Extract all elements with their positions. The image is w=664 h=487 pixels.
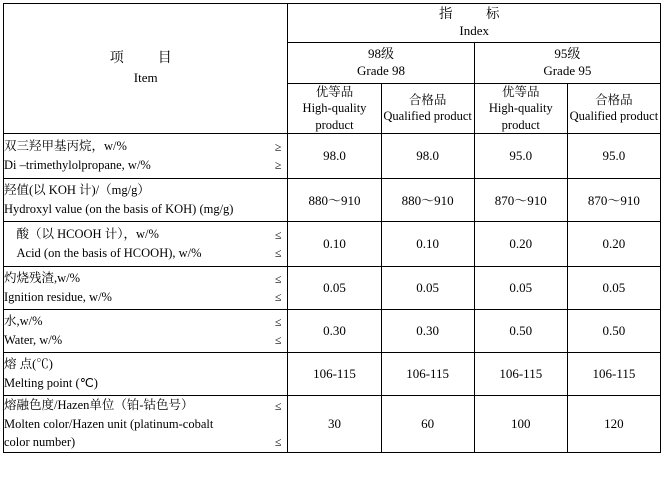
operator-symbol: ≤ <box>274 289 282 304</box>
table-row <box>4 309 661 352</box>
header-cell-index <box>288 4 661 43</box>
row-label-cell <box>4 178 288 221</box>
quality-4-en: Qualified product <box>569 109 659 124</box>
row-operators <box>275 396 282 452</box>
row-label-cell <box>4 309 288 352</box>
operator-symbol: ≤ <box>274 314 282 329</box>
operator-symbol: ≤ <box>274 434 282 449</box>
header-index-en: Index <box>459 23 490 39</box>
row-value: 98.0 <box>288 133 381 178</box>
row-value: 0.05 <box>288 266 381 309</box>
row-label-cell <box>4 352 288 395</box>
grade-95-cn: 95级 <box>554 46 581 62</box>
table-row <box>4 395 661 452</box>
row-value: 106-115 <box>288 352 381 395</box>
row-label-cn: 羟值(以 KOH 计)/（mg/g） <box>4 183 150 197</box>
row-label-cn: 熔 点(℃) <box>4 357 53 371</box>
header-item-cn: 项 目 <box>109 51 182 67</box>
specification-table <box>3 3 661 453</box>
header-cell-quality-3 <box>474 84 567 134</box>
table-row <box>4 266 661 309</box>
quality-3-cn: 优等品 <box>502 85 540 99</box>
row-value: 870～910 <box>474 178 567 221</box>
header-cell-quality-4 <box>567 84 660 134</box>
row-value: 95.0 <box>567 133 660 178</box>
spec-table-page <box>0 3 664 487</box>
row-label-en: Ignition residue, w/% <box>4 289 112 304</box>
row-label-en: Melting point (℃) <box>4 375 98 390</box>
row-value: 0.20 <box>474 221 567 266</box>
header-item-en: Item <box>133 70 158 86</box>
row-value: 870～910 <box>567 178 660 221</box>
row-label-cn: 水,w/% <box>4 314 43 328</box>
row-value: 100 <box>474 395 567 452</box>
row-label-en: Hydroxyl value (on the basis of KOH) (mg/g) <box>4 201 234 216</box>
row-label-cell <box>4 266 288 309</box>
operator-symbol: ≤ <box>274 271 282 286</box>
header-cell-quality-1 <box>288 84 381 134</box>
header-cell-grade-95 <box>474 43 660 84</box>
quality-1-cn: 优等品 <box>315 85 354 99</box>
row-label-en: Acid (on the basis of HCOOH), w/% <box>4 245 202 260</box>
table-row <box>4 352 661 395</box>
row-value: 0.05 <box>567 266 660 309</box>
row-label-en: Molten color/Hazen unit (platinum-cobalt <box>4 416 214 431</box>
header-row-index <box>4 4 661 43</box>
row-value: 60 <box>381 395 474 452</box>
quality-4-cn: 合格品 <box>595 93 633 108</box>
row-value: 0.50 <box>567 309 660 352</box>
row-label-cell <box>4 133 288 178</box>
row-label-en: Di –trimethylolpropane, w/% <box>4 157 151 172</box>
header-index-cn: 指 标 <box>438 6 510 22</box>
table-row <box>4 133 661 178</box>
row-value: 0.30 <box>288 309 381 352</box>
row-value: 120 <box>567 395 660 452</box>
operator-symbol: ≤ <box>274 245 282 260</box>
operator-symbol: ≥ <box>274 157 282 172</box>
table-row <box>4 178 661 221</box>
table-row <box>4 221 661 266</box>
row-label-cn: 酸（以 HCOOH 计），w/% <box>4 227 159 241</box>
row-value: 0.30 <box>381 309 474 352</box>
row-label-cell <box>4 221 288 266</box>
row-value: 0.05 <box>381 266 474 309</box>
row-label-cn: 灼烧残渣,w/% <box>4 271 81 285</box>
row-value: 880～910 <box>288 178 381 221</box>
row-value: 106-115 <box>381 352 474 395</box>
quality-1-en: High-quality product <box>302 101 367 132</box>
row-label-cn: 熔融色度/Hazen单位（铂-钴色号） <box>4 397 194 412</box>
row-value: 880～910 <box>381 178 474 221</box>
row-value: 106-115 <box>567 352 660 395</box>
row-value: 0.05 <box>474 266 567 309</box>
row-operators <box>275 134 282 178</box>
quality-2-en: Qualified product <box>383 109 472 124</box>
grade-95-en: Grade 95 <box>543 63 592 78</box>
operator-symbol: ≤ <box>274 227 282 242</box>
header-cell-grade-98 <box>288 43 474 84</box>
header-cell-item <box>4 4 288 134</box>
quality-2-cn: 合格品 <box>408 93 447 108</box>
operator-symbol: ≤ <box>274 332 282 347</box>
row-value: 0.10 <box>381 221 474 266</box>
operator-symbol: ≥ <box>274 139 282 154</box>
grade-98-cn: 98级 <box>368 46 395 62</box>
grade-98-en: Grade 98 <box>357 63 406 78</box>
row-label-en: Water, w/% <box>4 332 63 347</box>
row-value: 106-115 <box>474 352 567 395</box>
row-operators <box>275 310 282 352</box>
operator-symbol: ≤ <box>274 398 282 413</box>
row-operators <box>275 222 282 266</box>
row-label-cn: 双三羟甲基丙烷，w/% <box>4 139 127 153</box>
row-value: 0.20 <box>567 221 660 266</box>
row-label-cell <box>4 395 288 452</box>
row-operators <box>275 267 282 309</box>
row-value: 98.0 <box>381 133 474 178</box>
row-value: 30 <box>288 395 381 452</box>
row-value: 95.0 <box>474 133 567 178</box>
row-value: 0.10 <box>288 221 381 266</box>
row-value: 0.50 <box>474 309 567 352</box>
header-cell-quality-2 <box>381 84 474 134</box>
quality-3-en: High-quality product <box>488 101 553 132</box>
row-label-en-cont: color number) <box>4 435 76 450</box>
